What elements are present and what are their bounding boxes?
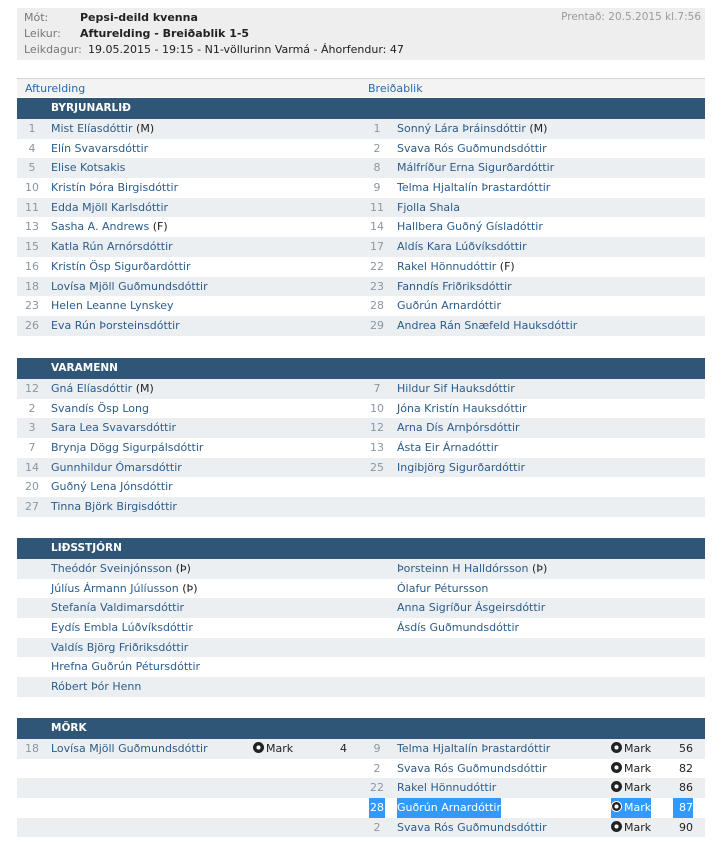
starters-section: [17, 98, 705, 336]
home-player-label: Edda Mjöll Karlsdóttir: [51, 200, 169, 214]
date-row: [24, 43, 404, 57]
away-staff-name[interactable]: [397, 579, 488, 599]
player-row: [17, 477, 705, 497]
soccer-ball-icon: [253, 742, 264, 753]
home-player-name[interactable]: [51, 119, 154, 139]
home-player-name[interactable]: [51, 139, 148, 159]
match-label: Leikur:: [24, 27, 61, 40]
home-player-label: Brynja Dögg Sigurpálsdóttir: [51, 441, 204, 455]
home-shirt-number: 16: [25, 259, 39, 273]
away-player-label: Jóna Kristín Hauksdóttir: [397, 401, 527, 415]
staff-row: [17, 638, 705, 658]
home-staff-label: Theódór Sveinjónsson: [51, 562, 173, 575]
away-player-label: Hildur Sif Hauksdóttir: [397, 382, 515, 395]
home-role-tag: (F): [152, 220, 168, 234]
away-scorer-name[interactable]: Guðrún Arnardóttir: [397, 798, 501, 818]
away-shirt-number: 7: [373, 382, 381, 395]
goal-row: [17, 818, 705, 838]
team-names-bar: [17, 78, 705, 97]
home-staff-label: Valdís Björg Friðriksdóttir: [51, 640, 189, 654]
away-player-label: Arna Dís Arnþórsdóttir: [397, 421, 520, 435]
away-shirt-number: 2: [373, 141, 381, 155]
away-player-label: Rakel Hönnudóttir: [397, 259, 497, 273]
home-player-name[interactable]: [51, 458, 182, 478]
home-staff-name[interactable]: [51, 657, 200, 677]
home-player-label: Sasha A. Andrews: [51, 220, 150, 234]
team-staff-section: [17, 538, 705, 697]
away-player-name[interactable]: [397, 158, 554, 178]
goal-row: [17, 759, 705, 779]
home-player-name[interactable]: [51, 379, 154, 399]
home-player-label: Kristín Þóra Birgisdóttir: [51, 181, 179, 195]
goals-section: [17, 718, 705, 837]
away-scorer-name[interactable]: Svava Rós Guðmundsdóttir: [397, 761, 547, 775]
away-shirt-number: 22: [370, 259, 384, 273]
away-shirt-number: 25: [370, 460, 384, 474]
player-row: [17, 217, 705, 237]
away-player-name[interactable]: [397, 277, 512, 297]
away-scorer-number: 28: [369, 798, 385, 818]
home-staff-name[interactable]: [51, 598, 184, 618]
away-goal-label: Mark: [624, 801, 652, 815]
away-scorer-name[interactable]: Telma Hjaltalín Þrastardóttir: [397, 742, 551, 755]
away-player-label: Hallbera Guðný Gísladóttir: [397, 220, 543, 234]
home-shirt-number: 27: [25, 500, 39, 514]
competition-name: Pepsi-deild kvenna: [80, 11, 198, 24]
home-staff-role: (Þ): [182, 581, 198, 595]
home-staff-label: Stefanía Valdimarsdóttir: [51, 601, 185, 615]
away-goal-minute: 87: [673, 798, 693, 818]
away-role-tag: (M): [529, 122, 548, 135]
home-player-label: Elín Svavarsdóttir: [51, 141, 149, 155]
home-staff-label: Eydís Embla Lúðvíksdóttir: [51, 621, 193, 635]
home-staff-name[interactable]: [51, 559, 191, 579]
away-scorer-number: 22: [370, 781, 384, 795]
away-shirt-number: 13: [370, 441, 384, 455]
home-player-name[interactable]: [51, 438, 203, 458]
home-player-name[interactable]: [51, 237, 173, 257]
home-role-tag: (M): [136, 122, 155, 135]
away-player-label: Andrea Rán Snæfeld Hauksdóttir: [397, 318, 578, 332]
away-scorer-name[interactable]: Svava Rós Guðmundsdóttir: [397, 820, 547, 834]
away-scorer-number: 9: [373, 742, 381, 755]
home-staff-label: Hrefna Guðrún Pétursdóttir: [51, 660, 201, 674]
home-goal-minute: 4: [340, 742, 347, 755]
away-goal-minute: 82: [679, 761, 693, 775]
away-role-tag: (F): [499, 259, 515, 273]
away-shirt-number: 28: [370, 299, 384, 313]
home-player-name[interactable]: [51, 217, 168, 237]
away-staff-label: Anna Sigríður Ásgeirsdóttir: [397, 601, 546, 615]
away-staff-label: Þorsteinn H Halldórsson: [397, 562, 529, 575]
home-shirt-number: 15: [25, 240, 39, 254]
home-player-name[interactable]: [51, 316, 180, 336]
home-player-label: Eva Rún Þorsteinsdóttir: [51, 318, 180, 332]
away-player-name[interactable]: [397, 316, 577, 336]
away-goal-type: [611, 778, 651, 798]
home-shirt-number: 2: [28, 401, 36, 415]
player-row: [17, 399, 705, 419]
player-row: [17, 277, 705, 297]
home-staff-name[interactable]: [51, 677, 141, 697]
home-player-name[interactable]: [51, 277, 208, 297]
away-staff-label: Ólafur Pétursson: [397, 581, 489, 595]
away-shirt-number: 14: [370, 220, 384, 234]
home-staff-label: Júlíus Ármann Júlíusson: [51, 581, 179, 595]
home-player-label: Gunnhildur Ómarsdóttir: [51, 460, 182, 474]
soccer-ball-icon: [611, 801, 622, 812]
home-shirt-number: 10: [25, 181, 39, 195]
player-row: [17, 438, 705, 458]
away-player-label: Telma Hjaltalín Þrastardóttir: [397, 181, 551, 195]
home-shirt-number: 26: [25, 318, 39, 332]
staff-row: [17, 677, 705, 697]
away-shirt-number: 9: [373, 181, 381, 195]
staff-row: [17, 559, 705, 579]
away-scorer-name[interactable]: Rakel Hönnudóttir: [397, 781, 497, 795]
away-shirt-number: 23: [370, 279, 384, 293]
home-shirt-number: 14: [25, 460, 39, 474]
player-row: [17, 237, 705, 257]
player-row: [17, 379, 705, 399]
home-staff-label: Róbert Þór Henn: [51, 680, 142, 694]
away-player-label: Svava Rós Guðmundsdóttir: [397, 141, 547, 155]
home-shirt-number: 3: [28, 421, 36, 435]
home-shirt-number: 7: [28, 441, 36, 455]
away-player-name[interactable]: [397, 257, 515, 277]
away-shirt-number: 11: [370, 200, 384, 214]
soccer-ball-icon: [611, 821, 622, 832]
home-player-name[interactable]: [51, 198, 168, 218]
home-player-name[interactable]: [51, 399, 149, 419]
away-player-label: Fanndís Friðriksdóttir: [397, 279, 512, 293]
competition-label: Mót:: [24, 11, 49, 24]
player-row: [17, 198, 705, 218]
away-staff-label: Ásdís Guðmundsdóttir: [397, 621, 520, 635]
goal-row: [17, 739, 705, 759]
printed-timestamp: Prentað: 20.5.2015 kl.7:56: [561, 11, 701, 23]
home-player-label: Katla Rún Arnórsdóttir: [51, 240, 173, 254]
home-player-label: Elise Kotsakis: [51, 161, 126, 175]
staff-row: [17, 579, 705, 599]
player-row: [17, 497, 705, 517]
away-staff-name[interactable]: [397, 559, 547, 579]
match-header: [17, 8, 705, 60]
away-player-name[interactable]: [397, 438, 498, 458]
away-staff-name[interactable]: [397, 618, 519, 638]
away-shirt-number: 1: [373, 122, 381, 135]
player-row: [17, 158, 705, 178]
home-player-label: Mist Elíasdóttir: [51, 122, 133, 135]
soccer-ball-icon: [611, 742, 622, 753]
player-row: [17, 119, 705, 139]
away-player-name[interactable]: [397, 418, 520, 438]
goals-heading: MÖRK: [17, 718, 705, 739]
away-shirt-number: 12: [370, 421, 384, 435]
away-player-label: Guðrún Arnardóttir: [397, 299, 502, 313]
away-player-label: Ingibjörg Sigurðardóttir: [397, 460, 526, 474]
home-staff-name[interactable]: [51, 638, 188, 658]
home-shirt-number: 23: [25, 299, 39, 313]
home-shirt-number: 5: [28, 161, 36, 175]
away-scorer-number: 2: [373, 820, 381, 834]
away-player-name[interactable]: [397, 178, 550, 198]
player-row: [17, 316, 705, 336]
away-goal-type: [611, 739, 651, 759]
away-player-label: Sonný Lára Þráinsdóttir: [397, 122, 526, 135]
substitutes-heading: VARAMENN: [17, 358, 705, 379]
home-shirt-number: 1: [28, 122, 36, 135]
away-goal-label: Mark: [624, 761, 652, 775]
home-staff-name[interactable]: [51, 618, 193, 638]
home-shirt-number: 12: [25, 382, 39, 395]
home-player-label: Guðný Lena Jónsdóttir: [51, 480, 173, 494]
soccer-ball-icon: [611, 762, 622, 773]
away-goal-type: [611, 798, 651, 818]
away-scorer-number: 2: [373, 761, 381, 775]
away-goal-type: [611, 818, 651, 838]
home-team-name: Afturelding: [25, 82, 86, 95]
competition-row: [24, 11, 198, 25]
home-player-name[interactable]: [51, 158, 125, 178]
goal-row: [17, 778, 705, 798]
away-player-label: Ásta Eir Árnadóttir: [397, 441, 499, 455]
away-goal-minute: 56: [679, 742, 693, 755]
away-player-name[interactable]: [397, 198, 460, 218]
away-player-name[interactable]: [397, 379, 515, 399]
match-row: [24, 27, 250, 41]
home-shirt-number: 13: [25, 220, 39, 234]
soccer-ball-icon: [611, 781, 622, 792]
home-player-name[interactable]: [51, 178, 178, 198]
home-scorer-name[interactable]: Lovísa Mjöll Guðmundsdóttir: [51, 742, 208, 755]
away-player-name[interactable]: [397, 119, 547, 139]
away-player-name[interactable]: [397, 296, 501, 316]
home-player-label: Gná Elíasdóttir: [51, 382, 133, 395]
away-player-name[interactable]: [397, 139, 547, 159]
away-goal-type: [611, 759, 651, 779]
home-shirt-number: 11: [25, 200, 39, 214]
home-staff-role: (Þ): [175, 562, 191, 575]
away-shirt-number: 17: [370, 240, 384, 254]
home-player-name[interactable]: [51, 257, 190, 277]
home-goal-label: Mark: [266, 742, 294, 755]
away-goal-minute: 90: [679, 820, 693, 834]
starters-heading: BYRJUNARLIÐ: [17, 98, 705, 119]
player-row: [17, 257, 705, 277]
away-player-name[interactable]: [397, 237, 527, 257]
home-player-name[interactable]: [51, 418, 176, 438]
home-player-name[interactable]: [51, 497, 177, 517]
player-row: [17, 418, 705, 438]
away-goal-label: Mark: [624, 742, 652, 755]
home-goal-type: [253, 739, 293, 759]
home-role-tag: (M): [135, 382, 154, 395]
away-player-label: Málfríður Erna Sigurðardóttir: [397, 161, 555, 175]
home-player-name[interactable]: [51, 296, 174, 316]
away-goal-label: Mark: [624, 781, 652, 795]
away-shirt-number: 29: [370, 318, 384, 332]
player-row: [17, 178, 705, 198]
substitutes-section: [17, 358, 705, 517]
home-scorer-number: 18: [25, 742, 39, 755]
goal-row: [17, 798, 705, 818]
staff-row: [17, 598, 705, 618]
away-staff-role: (Þ): [532, 562, 548, 575]
home-shirt-number: 20: [25, 480, 39, 494]
staff-row: [17, 618, 705, 638]
home-player-name[interactable]: [51, 477, 173, 497]
home-player-label: Lovísa Mjöll Guðmundsdóttir: [51, 279, 208, 293]
away-player-label: Fjolla Shala: [397, 200, 460, 214]
home-shirt-number: 18: [25, 279, 39, 293]
player-row: [17, 296, 705, 316]
match-details: 19.05.2015 - 19:15 - N1-völlurinn Varmá - Áhorfendur: 47: [88, 43, 404, 56]
away-goal-label: Mark: [624, 820, 652, 834]
away-staff-name[interactable]: [397, 598, 545, 618]
home-staff-name[interactable]: [51, 579, 198, 599]
away-shirt-number: 8: [373, 161, 381, 175]
team-staff-heading: LIÐSSTJÓRN: [17, 538, 705, 559]
player-row: [17, 139, 705, 159]
player-row: [17, 458, 705, 478]
away-player-name[interactable]: [397, 217, 543, 237]
home-player-label: Helen Leanne Lynskey: [51, 299, 174, 313]
away-player-name[interactable]: [397, 458, 525, 478]
date-label: Leikdagur:: [24, 43, 82, 56]
home-player-label: Kristín Ösp Sigurðardóttir: [51, 259, 191, 273]
away-shirt-number: 10: [370, 401, 384, 415]
home-player-label: Sara Lea Svavarsdóttir: [51, 421, 177, 435]
home-shirt-number: 4: [28, 141, 36, 155]
away-goal-minute: 86: [679, 781, 693, 795]
away-team-name: Breiðablik: [368, 82, 423, 95]
away-player-name[interactable]: [397, 399, 527, 419]
home-player-label: Tinna Björk Birgisdóttir: [51, 500, 177, 514]
staff-row: [17, 657, 705, 677]
away-player-label: Aldís Kara Lúðvíksdóttir: [397, 240, 527, 254]
home-player-label: Svandís Ösp Long: [51, 401, 149, 415]
match-title: Afturelding - Breiðablik 1-5: [80, 27, 250, 40]
